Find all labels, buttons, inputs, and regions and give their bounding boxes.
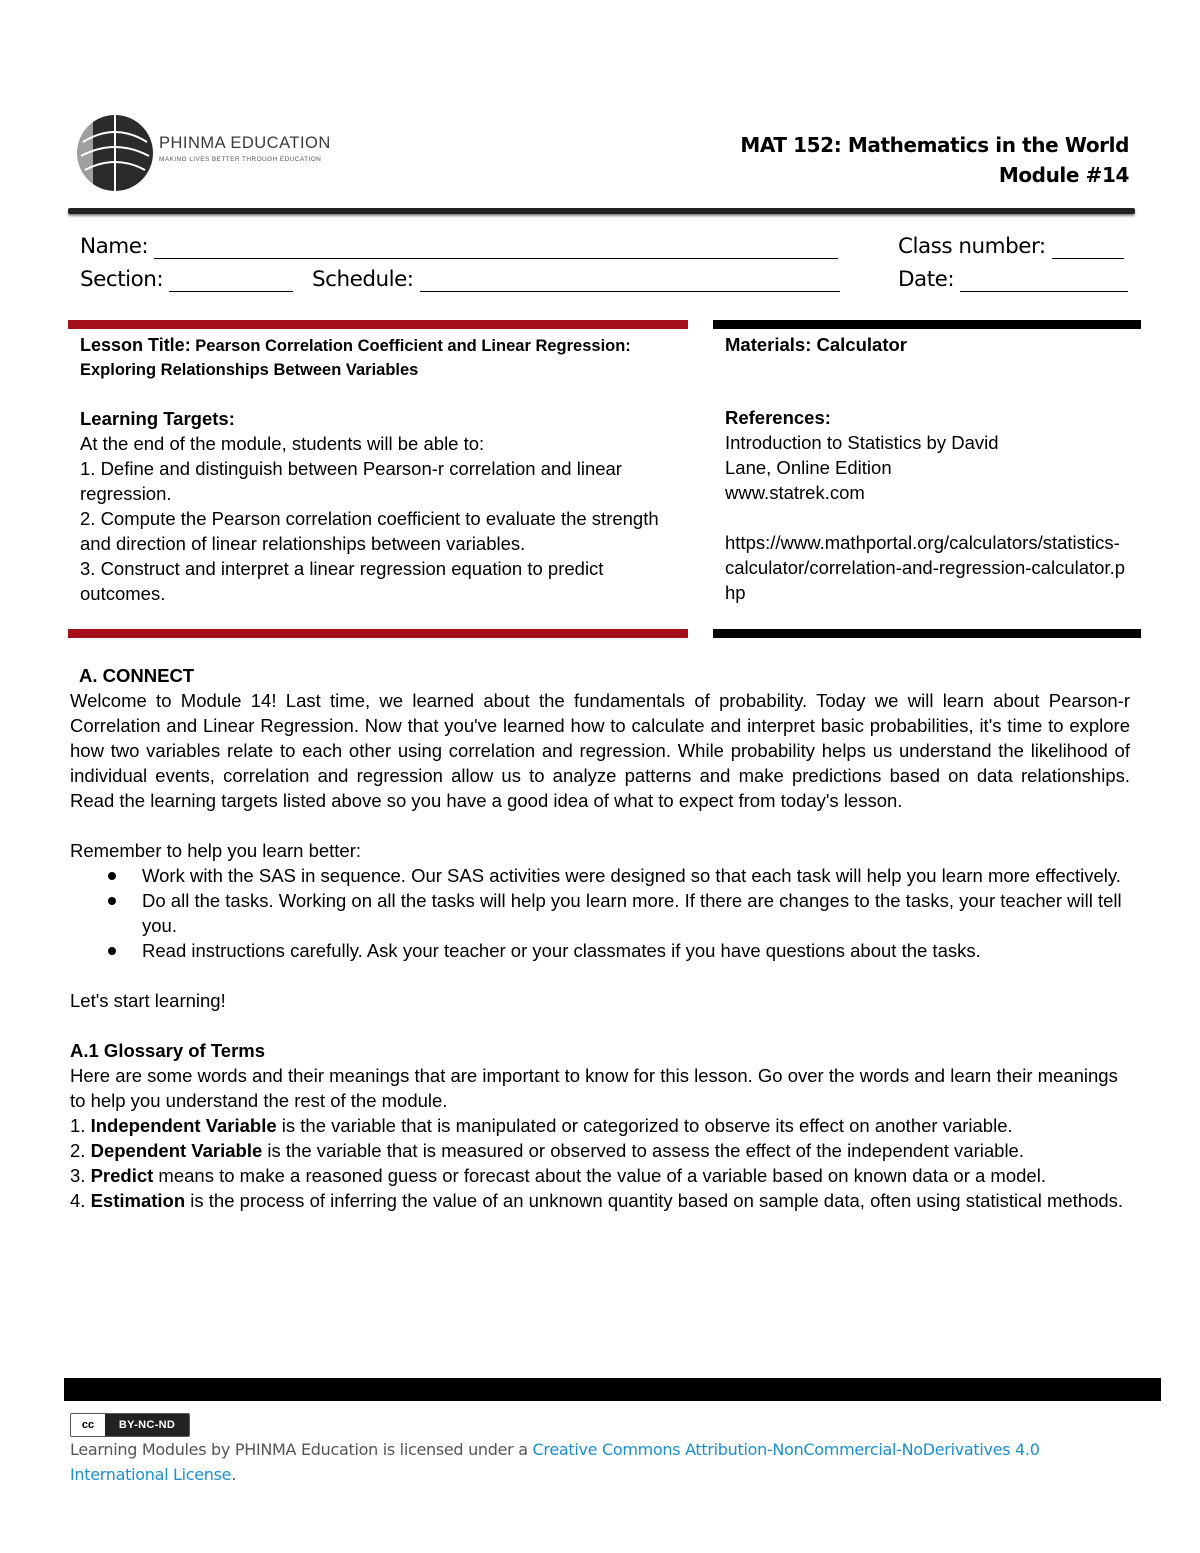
section-row <box>80 267 293 297</box>
license-suffix: . <box>231 1465 237 1484</box>
main-content <box>70 663 1130 1213</box>
lesson-title-label: Lesson Title: <box>80 335 191 355</box>
footer-bar <box>64 1378 1161 1401</box>
schedule-row <box>312 267 840 297</box>
cc-icon: cc <box>71 1414 105 1436</box>
logo-name: PHINMA EDUCATION <box>159 134 331 152</box>
course-header <box>740 130 1129 190</box>
connect-intro: Welcome to Module 14! Last time, we learned about the fundamentals of probability. Today we will learn about Pearson-r Correlation and Linear Regression. Now that you've learned how to calculate and interpret basic probabilities, it's time to explore how two variables relate to each other using correlation and regression. While probability helps us understand the likelihood of individual events, correlation and regression allow us to analyze patterns and make predictions based on data relationships. Read the learning targets listed above so you have a good idea of what to expect from today's lesson. <box>70 690 1130 811</box>
bullet-icon <box>108 947 116 955</box>
cc-terms: BY-NC-ND <box>105 1414 189 1436</box>
header-divider <box>68 208 1135 214</box>
glossary-intro: Here are some words and their meanings that are important to know for this lesson. Go over the words and learn their meanings to help you understand the rest of the module. <box>70 1065 1118 1111</box>
name-label: Name: <box>80 234 149 259</box>
lesson-title <box>80 333 680 382</box>
tips-list <box>70 863 1130 963</box>
lesson-panel <box>80 333 680 606</box>
date-label: Date: <box>898 267 955 292</box>
materials-bottom-bar <box>713 629 1141 638</box>
logo-emblem-icon <box>75 112 155 194</box>
learning-target-2: 2. Compute the Pearson correlation coefficient to evaluate the strength and direction of linear relationships between variables. <box>80 508 659 554</box>
class-number-row <box>898 234 1124 264</box>
class-number-label: Class number: <box>898 234 1046 259</box>
bullet-icon <box>108 897 116 905</box>
learning-target-3: 3. Construct and interpret a linear regression equation to predict outcomes. <box>80 558 604 604</box>
materials-top-bar <box>713 320 1141 329</box>
schedule-label: Schedule: <box>312 267 414 292</box>
phinma-logo <box>75 112 345 194</box>
list-item: Read instructions carefully. Ask your teacher or your classmates if you have questions about the tasks. <box>142 938 1130 963</box>
remember-text: Remember to help you learn better: <box>70 840 362 861</box>
module-number: Module #14 <box>998 163 1129 187</box>
reference-2: www.statrek.com <box>725 482 865 503</box>
glossary-term-1: 1. Independent Variable is the variable that is manipulated or categorized to observe its effect on another variable. <box>70 1115 1013 1136</box>
bullet-icon <box>108 872 116 880</box>
reference-3[interactable]: https://www.mathportal.org/calculators/statistics-calculator/correlation-and-regression-calculator.php <box>725 532 1125 603</box>
date-field[interactable] <box>960 269 1128 292</box>
glossary-term-4: 4. Estimation is the process of inferring the value of an unknown quantity based on sample data, often using statistical methods. <box>70 1190 1124 1211</box>
glossary-term-2: 2. Dependent Variable is the variable that is measured or observed to assess the effect of the independent variable. <box>70 1140 1024 1161</box>
glossary-term-3: 3. Predict means to make a reasoned guess or forecast about the value of a variable based on known data or a model. <box>70 1165 1046 1186</box>
license-text <box>70 1437 1130 1487</box>
learning-targets-heading: Learning Targets: <box>80 408 235 429</box>
materials-panel <box>725 332 1135 605</box>
license-prefix: Learning Modules by PHINMA Education is licensed under a <box>70 1440 533 1459</box>
section-field[interactable] <box>169 269 293 292</box>
class-number-field[interactable] <box>1052 236 1124 259</box>
reference-1: Introduction to Statistics by David Lane, Online Edition <box>725 432 999 478</box>
lesson-top-bar <box>68 320 688 329</box>
learning-target-1: 1. Define and distinguish between Pearson-r correlation and linear regression. <box>80 458 622 504</box>
course-title: MAT 152: Mathematics in the World <box>740 133 1129 157</box>
date-row <box>898 267 1128 297</box>
name-field[interactable] <box>154 236 838 259</box>
references-heading: References: <box>725 407 831 428</box>
cc-license-badge[interactable] <box>70 1413 190 1437</box>
learning-targets-intro: At the end of the module, students will be able to: <box>80 433 485 454</box>
name-row <box>80 234 838 264</box>
lesson-bottom-bar <box>68 629 688 638</box>
start-learning-text: Let's start learning! <box>70 990 226 1011</box>
materials-label: Materials: Calculator <box>725 334 907 355</box>
schedule-field[interactable] <box>420 269 840 292</box>
section-label: Section: <box>80 267 164 292</box>
glossary-heading: A.1 Glossary of Terms <box>70 1040 266 1061</box>
license-link[interactable]: Creative Commons Attribution-NonCommercial-NoDerivatives 4.0 International License <box>70 1440 1040 1484</box>
connect-heading: A. CONNECT <box>79 665 195 686</box>
lesson-title-text: Pearson Correlation Coefficient and Linear Regression: Exploring Relationships Between Variables <box>80 337 631 379</box>
list-item: Do all the tasks. Working on all the tasks will help you learn more. If there are changes to the tasks, your teacher will tell you. <box>142 888 1130 938</box>
logo-tagline: MAKING LIVES BETTER THROUGH EDUCATION <box>159 156 322 163</box>
list-item: Work with the SAS in sequence. Our SAS activities were designed so that each task will help you learn more effectively. <box>142 863 1130 888</box>
